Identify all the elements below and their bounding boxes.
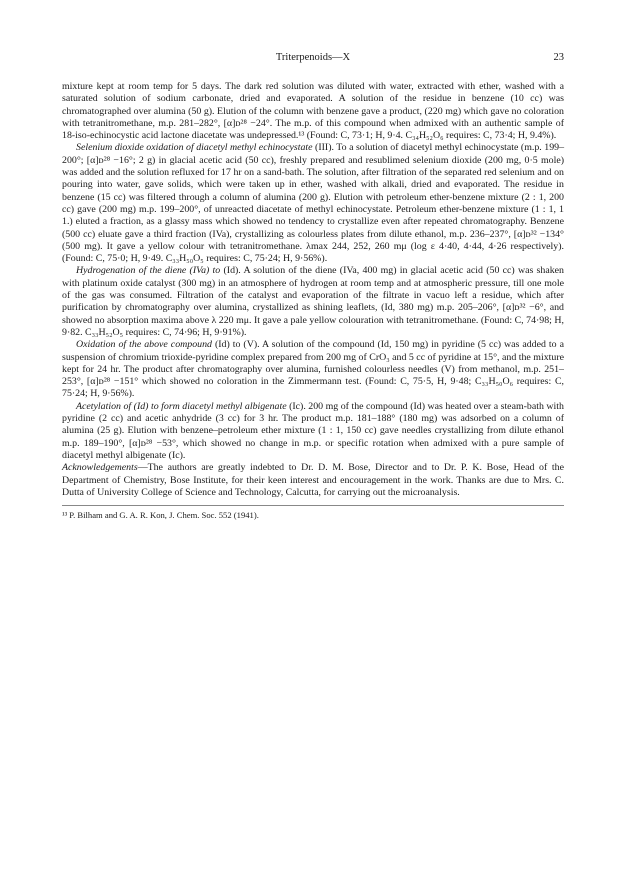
- article-body: [62, 81, 564, 499]
- acknowledgements-heading: Acknowledgements: [62, 462, 138, 474]
- paragraph-oxidation: [62, 339, 564, 400]
- paragraph-text: (III). To a solution of diacetyl methyl echinocystate (m.p. 199–200°; [α]ᴅ²⁸ −16°; 2 g) in glacial acetic acid (50 cc), freshly prepared and resublimed selenium dioxide (200 mg, 0·5 mole) was added and the solution refluxed for 17 hr on a sand-bath. The solution, after filtration of the separated red selenium and on pouring into water, gave solids, which were taken up in ether, washed with alkali, dried and evaporated. The residue in benzene (15 cc) was filtered through a column of alumina (200 g). Elution with petroleum ether-benzene mixture (2 : 1, 200 cc) gave (200 mg) m.p. 199–200°, of unreacted diacetate of methyl echinocystate. Petroleum ether-benzene mixture (1 : 1, 1 1.) eluted a fraction, as a glassy mass which showed no tendency to crystallize even after repeated chromatography. Benzene (500 cc) eluate gave a third fraction (IVa), crystallizing as colourless plates from dilute ethanol, m.p. 236–237°, [α]ᴅ³² −134° (500 mg). It gave a yellow colour with tetranitromethane. λmax 244, 252, 260 mμ (log ε 4·40, 4·44, 4·26 respectively). (Found: C, 75·0; H, 9·49. C₃₃H₅₀O₅ requires: C, 75·24; H, 9·56%).: [62, 142, 565, 265]
- section-heading: Selenium dioxide oxidation of diacetyl methyl echinocystate: [76, 142, 313, 154]
- page-number: 23: [553, 52, 564, 63]
- footnote-marker: ¹³: [62, 510, 68, 521]
- section-heading: Acetylation of (Id) to form diacetyl methyl albigenate: [76, 400, 287, 412]
- footnote-divider: [62, 505, 564, 506]
- paragraph-text: mixture kept at room temp for 5 days. The dark red solution was diluted with water, extracted with ether, washed with a saturated solution of sodium carbonate, dried and evaporated. A solution of the residue in benzene (10 cc) was chromatographed over alumina (50 g). Elution of the column with benzene gave a product, (220 mg) which gave no coloration with tetranitromethane, m.p. 281–282°, [α]ᴅ²⁸ −24°. The m.p. of this compound when admixed with an authentic sample of 18-iso-echinocystic acid lactone diacetate was undepressed.¹³ (Found: C, 73·1; H, 9·4. C₃₄H₅₂O₆ requires: C, 73·4; H, 9.4%).: [62, 81, 564, 142]
- running-title: Triterpenoids—X: [275, 52, 351, 63]
- footnote-text: P. Bilham and G. A. R. Kon, J. Chem. Soc. 552 (1941).: [67, 510, 259, 521]
- footnote: [62, 510, 564, 520]
- acknowledgements-text: —The authors are greatly indebted to Dr. D. M. Bose, Director and to Dr. P. K. Bose, Head of the Department of Chemistry, Bose Institute, for their keen interest and encouragement in the work. Thanks are due to Mrs. C. Dutta of University College of Science and Technology, Calcutta, for carrying out the microanalysis.: [62, 462, 564, 498]
- paragraph-hydrogenation: [62, 265, 564, 339]
- paragraph-text: (Id) to (V). A solution of the compound (Id, 150 mg) in pyridine (5 cc) was added to a suspension of chromium trioxide-pyridine complex prepared from 200 mg of CrO₃ and 5 cc of pyridine at 15°, and the mixture kept for 24 hr. The product after chromatography over alumina, furnished colourless needles (V) from methanol, m.p. 251–253°, [α]ᴅ²⁸ −151° which showed no coloration in the Zimmermann test. (Found: C, 75·5, H, 9·48; C₃₃H₅₀O₆ requires: C, 75·24; H, 9·56%).: [62, 339, 564, 400]
- paragraph-text: (Ic). 200 mg of the compound (Id) was heated over a steam-bath with pyridine (2 cc) and acetic anhydride (3 cc) for 3 hr. The product m.p. 181–188° (180 mg) was adsorbed on a column of alumina (25 g). Elution with benzene–petroleum ether mixture (1 : 1, 150 cc) gave needles crystallizing from dilute ethanol m.p. 189–190°, [α]ᴅ²⁸ −53°, which showed no change in m.p. or specific rotation when admixed with a pure sample of diacetyl methyl albigenate (Ic).: [62, 400, 564, 461]
- paragraph-continued: [62, 81, 564, 142]
- journal-page: [62, 52, 564, 520]
- page-header: [62, 52, 564, 68]
- paragraph-selenium-oxidation: [62, 142, 564, 265]
- section-heading: Hydrogenation of the diene (IVa) to: [76, 265, 221, 277]
- section-heading: Oxidation of the above compound: [76, 339, 212, 351]
- paragraph-acetylation: [62, 401, 564, 462]
- paragraph-text: (Id). A solution of the diene (IVa, 400 mg) in glacial acetic acid (50 cc) was shaken with platinum oxide catalyst (300 mg) in an atmosphere of hydrogen at room temp and at atmospheric pressure, till one mole of the gas was consumed. Filtration of the catalyst and evaporation of the filtrate in vacuo left a residue, which after purification by chromatography over alumina, crystallized as shining leaflets, (Id, 380 mg) m.p. 205–206°, [α]ᴅ³² −6°, and showed no absorption maxima above λ 220 mμ. It gave a pale yellow colouration with tetranitromethane. (Found: C, 74·98; H, 9·82. C₃₃H₅₂O₅ requires: C, 74·96; H, 9·91%).: [62, 265, 564, 338]
- acknowledgements: [62, 462, 564, 499]
